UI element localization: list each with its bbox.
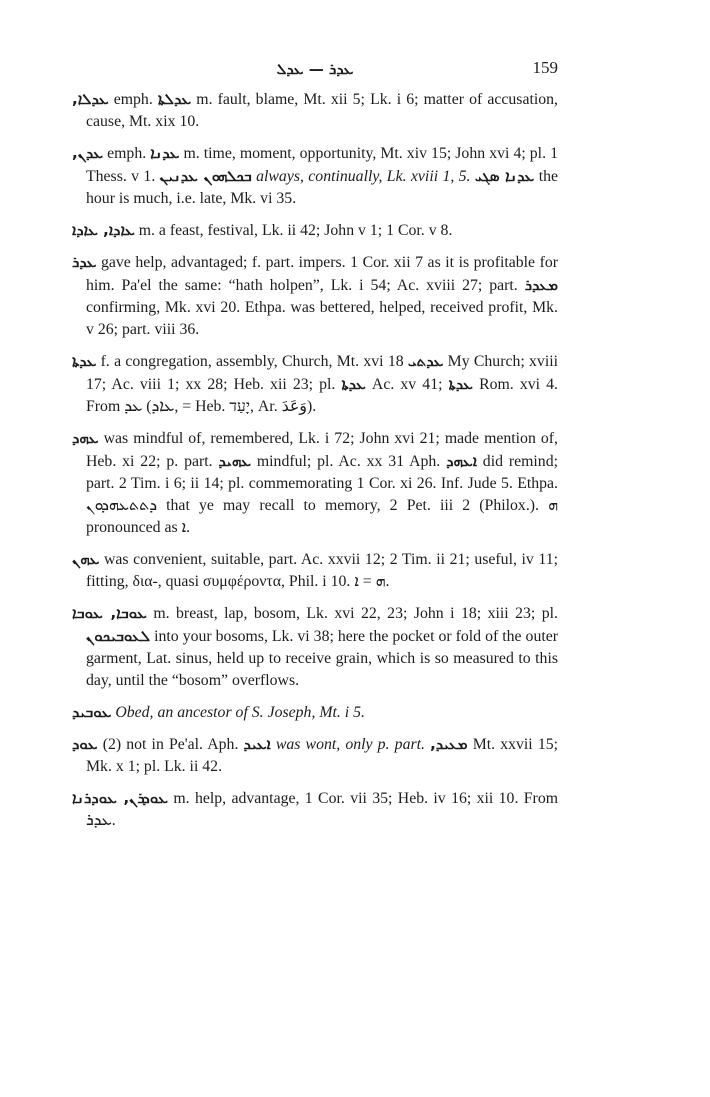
entry-text: was mindful of, remembered, Lk. i 72; John xvi 21; made mention of, Heb. xi 22; p. part.	[86, 430, 558, 470]
syriac-form: ܥܕܢܐ ܣܓܝ	[474, 167, 535, 185]
entry-text: Rom. xvi 4. From ܥܕ (ܥܐܕ, = Heb. יָעַד, Ar. وَعَدَ).	[86, 376, 558, 415]
entry-text: My Church; xviii 17; Ac. viii 1; xx 28; Heb. xii 23; pl.	[86, 353, 558, 393]
syriac-form: ܥܕܠܬܐ	[157, 90, 192, 108]
entry-text: m. time, moment, opportunity, Mt. xiv 15; John xvi 4; pl. 1 Thess. v 1.	[86, 145, 558, 185]
syriac-form: ܒܟܠܗܘܢ ܥܕܢܝܢ	[159, 167, 252, 185]
syriac-form: ܥܗܝܕ	[218, 452, 251, 470]
headword: ܥܘܒܝܕ	[72, 703, 112, 721]
entry-text: m. fault, blame, Mt. xii 5; Lk. i 6; matter of accusation, cause, Mt. xix 10.	[86, 91, 558, 130]
entry-text: the hour is much, i.e. late, Mk. vi 35.	[86, 168, 558, 207]
entry-text: always, continually, Lk. xviii 1, 5.	[256, 168, 471, 185]
entry-text: f. a congregation, assembly, Church, Mt. xvi 18	[100, 353, 404, 370]
entry-text: (2) not in Pe'al. Aph.	[102, 736, 239, 753]
syriac-form: ܐܥܗܕ	[446, 452, 477, 470]
headword: ܥܗܕ	[72, 429, 99, 447]
headword: ܥܘܕ	[72, 735, 98, 753]
entry-text: confirming, Mk. xvi 20. Ethpa. was bettered, helped, received profit, Mk. v 26; part. viii 36.	[86, 299, 558, 338]
entry-text: was wont, only p. part.	[275, 736, 425, 753]
headword: ܥܗܢ	[72, 550, 100, 568]
running-head	[72, 58, 558, 80]
entry-text: emph.	[113, 91, 153, 108]
entry-congregation	[72, 350, 558, 418]
entry-text: did remind; part. 2 Tim. i 6; ii 14; pl. commemorating 1 Cor. xi 26. Inf. Jude 5. Ethpa. ܕܬܬܥܗܕܘܢ that ye may recall to memory, 2 Pet. iii 2 (Philox.). ܗ pronounced as ܐ.	[86, 453, 558, 536]
entry-mindful	[72, 427, 558, 539]
entry-text: Ac. xv 41;	[371, 376, 443, 393]
syriac-form: ܡܥܕܪ	[524, 276, 559, 294]
entry-text: m. help, advantage, 1 Cor. vii 35; Heb. iv 16; xii 10. From ܥܕܪ.	[86, 790, 559, 829]
entry-fault	[72, 88, 558, 133]
headword: ܥܘܒܐ, ܥܘܒܐ	[72, 604, 147, 622]
entry-text: emph.	[107, 145, 147, 162]
syriac-form: ܥܕܢܐ	[150, 144, 180, 162]
syriac-form: ܥܕܬܐ	[448, 375, 473, 393]
entry-text: gave help, advantaged; f. part. impers. 1 Cor. xii 7 as it is profitable for him. Pa'el the same: “hath holpen”, Lk. i 54; Ac. xviii 27; part.	[86, 254, 559, 294]
page-header	[72, 54, 558, 84]
page-number: 159	[532, 58, 558, 77]
headword: ܥܕܢ,	[72, 144, 104, 162]
entry-convenient	[72, 548, 558, 593]
entry-text: m. a feast, festival, Lk. ii 42; John v 1; 1 Cor. v 8.	[138, 222, 453, 239]
syriac-form: ܡܥܝܕ,	[430, 735, 468, 753]
running-head-text: ܥܕܪ — ܥܕܠ	[276, 60, 354, 78]
headword: ܥܘܕܪܢ, ܥܘܕܪܢܐ	[72, 789, 168, 807]
entry-obed	[72, 701, 558, 724]
entry-text: Mt. xxvii 15; Mk. x 1; pl. Lk. ii 42.	[86, 736, 558, 775]
headword: ܥܕܠܐ,	[72, 90, 109, 108]
entry-help	[72, 787, 558, 832]
entry-gave-help	[72, 251, 558, 341]
syriac-form: ܥܕܬܐ	[341, 375, 366, 393]
entry-text: mindful; pl. Ac. xx 31 Aph.	[256, 453, 441, 470]
syriac-form: ܠܥܘܒܝܟܘܢ	[86, 627, 151, 645]
entry-wont	[72, 733, 558, 778]
entry-list	[72, 88, 558, 839]
entry-breast	[72, 602, 558, 692]
entry-text: was convenient, suitable, part. Ac. xxvii 12; 2 Tim. ii 21; useful, iv 11; fitting, δια-, quasi συμφέροντα, Phil. i 10. ܗ = ܐ.	[86, 551, 558, 590]
entry-time	[72, 142, 558, 210]
headword: ܥܕܪ	[72, 253, 97, 271]
syriac-form: ܥܕܬܝ	[407, 352, 444, 370]
entry-text: m. breast, lap, bosom, Lk. xvi 22, 23; John i 18; xiii 23; pl.	[153, 605, 559, 622]
headword: ܥܕܬܐ	[72, 352, 97, 370]
syriac-form: ܐܥܝܕ	[243, 735, 271, 753]
entry-feast	[72, 219, 558, 242]
headword: ܥܐܕܐ, ܥܐܕܐ	[72, 221, 135, 239]
entry-text: into your bosoms, Lk. vi 38; here the pocket or fold of the outer garment, Lat. sinus, held up to receive grain, which is so measured to this day, until the “bosom” overflows.	[86, 628, 558, 689]
entry-text: Obed, an ancestor of S. Joseph, Mt. i 5.	[115, 704, 365, 721]
